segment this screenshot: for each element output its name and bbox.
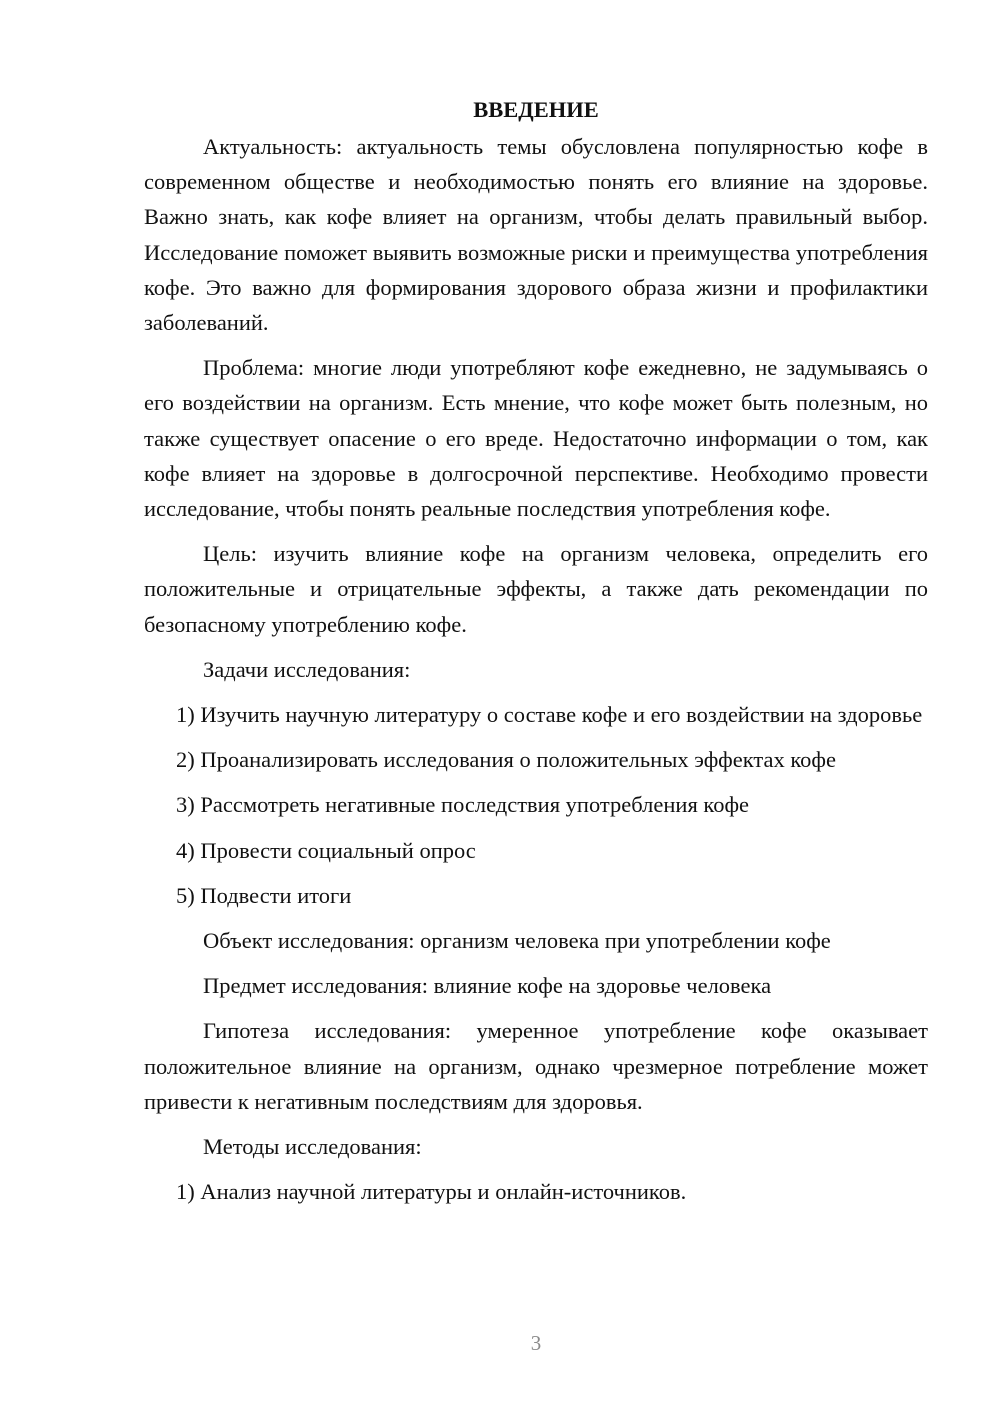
- task-item-4: 4) Провести социальный опрос: [176, 837, 476, 863]
- task-item-2: 2) Проанализировать исследования о положительных эффектах кофе: [176, 747, 836, 773]
- task-item-5: 5) Подвести итоги: [176, 882, 352, 908]
- paragraph-goal: Цель: изучить влияние кофе на организм человека, определить его положительные и отрицательные эффекты, а также дать рекомендации по безопасному употреблению кофе.: [144, 541, 928, 637]
- tasks-heading: Задачи исследования:: [203, 656, 411, 682]
- page-content: [144, 92, 928, 1219]
- paragraph-relevance: Актуальность: актуальность темы обусловлена популярностью кофе в современном обществе и необходимостью понять его влияние на здоровье. Важно знать, как кофе влияет на организм, чтобы делать правильный выбор. Исследование поможет выявить возможные риски и преимущества употребления кофе. Это важно для формирования здорового образа жизни и профилактики заболеваний.: [144, 134, 928, 336]
- paragraph-problem: Проблема: многие люди употребляют кофе ежедневно, не задумываясь о его воздействии на организм. Есть мнение, что кофе может быть полезным, но также существует опасение о его вреде. Недостаточно информации о том, как кофе влияет на здоровье в долгосрочной перспективе. Необходимо провести исследование, чтобы понять реальные последствия употребления кофе.: [144, 355, 928, 522]
- task-item-3: 3) Рассмотреть негативные последствия употребления кофе: [176, 792, 750, 818]
- page-number: 3: [530, 1331, 542, 1355]
- task-item-1: 1) Изучить научную литературу о составе кофе и его воздействии на здоровье: [176, 702, 923, 728]
- method-item-1: 1) Анализ научной литературы и онлайн-источников.: [176, 1179, 687, 1205]
- page-title: ВВЕДЕНИЕ: [473, 97, 599, 122]
- methods-heading: Методы исследования:: [203, 1134, 422, 1160]
- research-subject: Предмет исследования: влияние кофе на здоровье человека: [203, 973, 772, 999]
- research-hypothesis: Гипотеза исследования: умеренное употребление кофе оказывает положительное влияние на организм, однако чрезмерное потребление может привести к негативным последствиям для здоровья.: [144, 1018, 928, 1114]
- research-object: Объект исследования: организм человека при употреблении кофе: [203, 928, 831, 954]
